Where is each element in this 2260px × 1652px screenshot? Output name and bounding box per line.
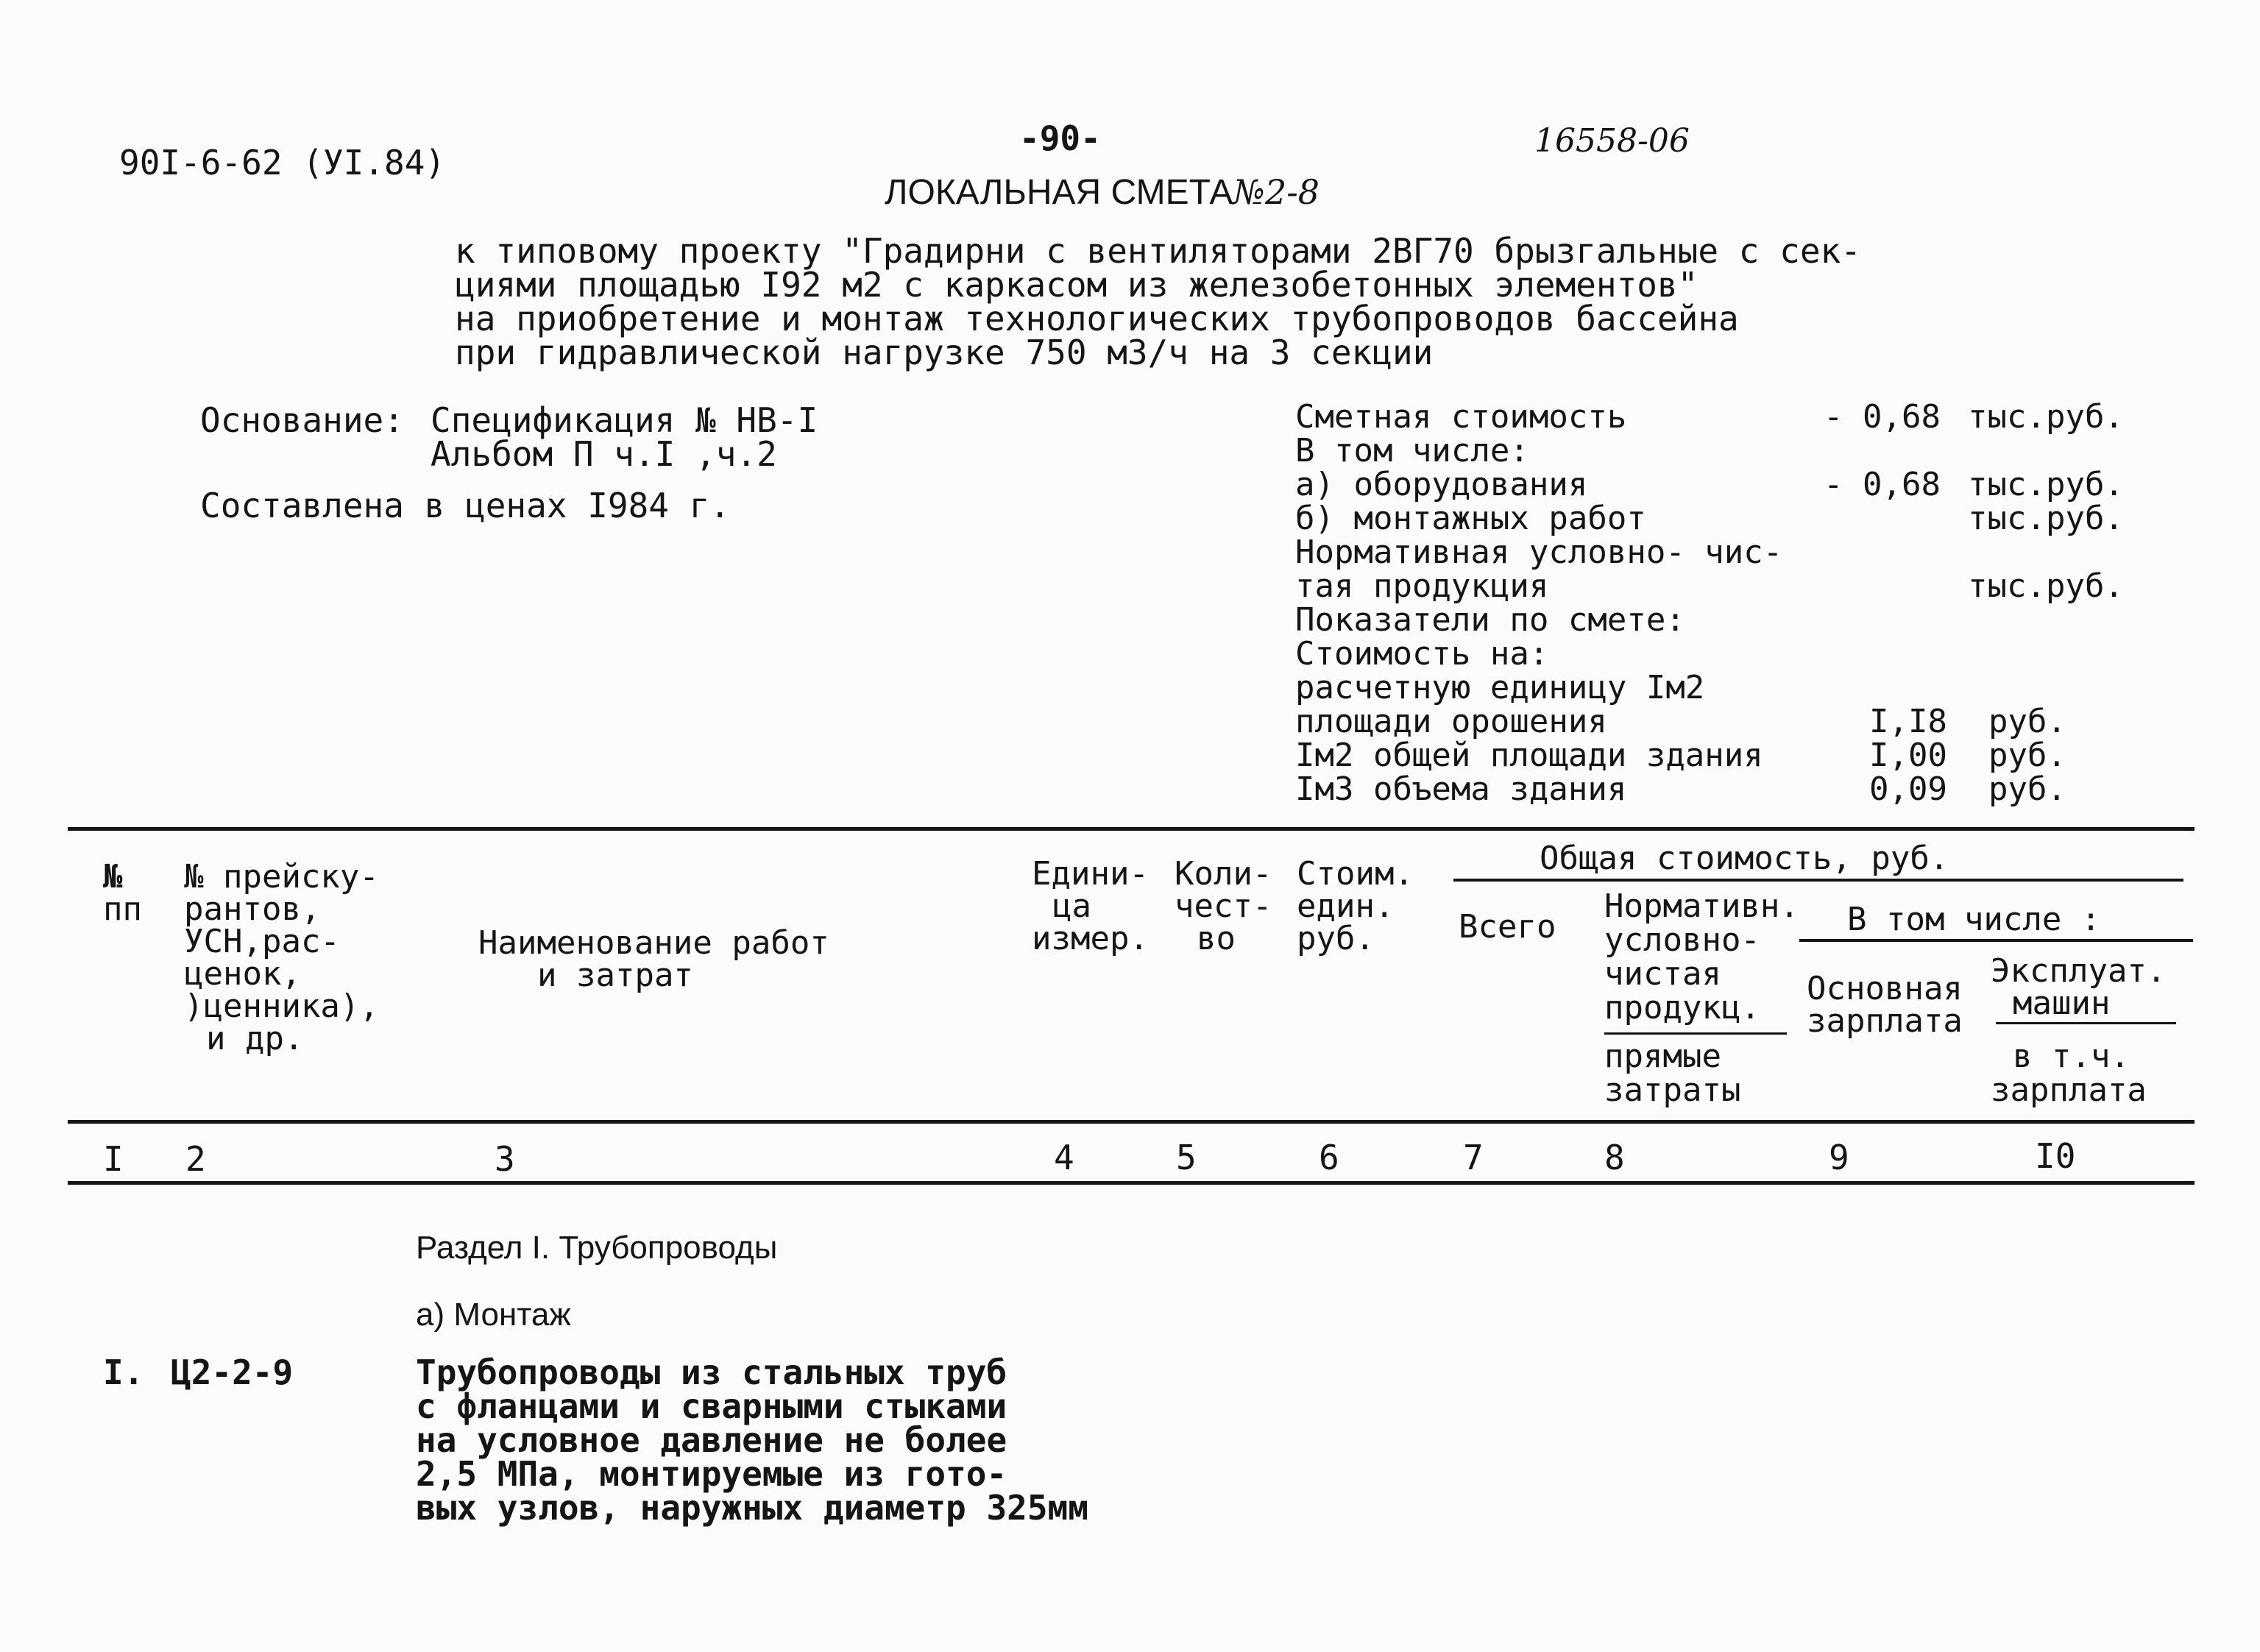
summary-label: а) оборудования [1295, 466, 1588, 503]
col-header-net-product: Нормативн. [1604, 887, 1799, 925]
incl-rule [1799, 939, 2193, 942]
summary-value: - 0,68 [1824, 466, 1941, 503]
subtitle-line: к типовому проекту "Градирни с вентиляторами 2ВГ70 брызгальные с сек- [455, 231, 1861, 271]
column-number: I [103, 1139, 124, 1179]
title-number: №2-8 [1233, 172, 1320, 212]
document-number: 16558-06 [1534, 122, 1690, 160]
subtitle-line: циями площадью I92 м2 с каркасом из железобетонных элементов" [455, 265, 1698, 305]
column-number: 5 [1176, 1138, 1197, 1177]
table-mid-rule [68, 1120, 2195, 1124]
column-number: 6 [1319, 1138, 1339, 1177]
col-header-unit-cost: руб. [1297, 920, 1375, 957]
summary-unit: тыс.руб. [1968, 500, 2124, 537]
col-header-net-product: условно- [1604, 921, 1760, 959]
prices-note: Составлена в ценах I984 г. [200, 486, 731, 525]
col-header-quantity: во [1197, 920, 1236, 957]
section-heading: Раздел I. Трубопроводы [416, 1230, 778, 1266]
row-pricelist-code: Ц2-2-9 [171, 1353, 294, 1392]
summary-label: расчетную единицу Iм2 [1295, 669, 1705, 706]
col-header-machine-salary: в т.ч. [2013, 1038, 2130, 1075]
table-top-rule [68, 827, 2195, 831]
col-header-net-product: чистая [1604, 955, 1721, 993]
col-header-direct-costs: прямые [1604, 1038, 1721, 1075]
column-number: 8 [1604, 1138, 1625, 1177]
col-header-base-salary: зарплата [1807, 1002, 1963, 1040]
col-header-base-salary: Основная [1807, 970, 1963, 1007]
summary-value: 0,09 [1869, 770, 1947, 808]
col-header-unit-cost: един. [1297, 887, 1395, 925]
col-header-pricelist: ценок, [184, 955, 301, 993]
row-name-line: Трубопроводы из стальных труб [416, 1353, 1007, 1392]
summary-label: Стоимость на: [1295, 635, 1549, 673]
col-header-name: Наименование работ [478, 924, 829, 962]
summary-label: Сметная стоимость [1295, 398, 1627, 436]
total-cost-rule [1453, 879, 2183, 882]
col8-underline [1604, 1032, 1787, 1035]
col-header-total-cost: Общая стоимость, руб. [1540, 840, 1949, 877]
table-bottom-rule [68, 1181, 2195, 1185]
summary-unit: тыс.руб. [1968, 466, 2124, 503]
column-number: 7 [1463, 1138, 1484, 1177]
summary-label: Нормативная условно- чис- [1295, 533, 1783, 571]
col-header-unit: ца [1052, 887, 1091, 925]
col-header-pricelist: УСН,рас- [184, 923, 340, 960]
col-header-unit-cost: Стоим. [1297, 855, 1414, 893]
column-number: 4 [1054, 1138, 1074, 1177]
summary-label: Iм3 объема здания [1295, 770, 1627, 808]
column-number: 2 [185, 1139, 206, 1179]
summary-unit: тыс.руб. [1968, 398, 2124, 436]
subtitle-line: при гидравлической нагрузке 750 м3/ч на 3 секции [455, 333, 1434, 372]
summary-label: б) монтажных работ [1295, 500, 1646, 537]
col-header-machine-salary: зарплата [1991, 1071, 2147, 1109]
page-number: -90- [1019, 118, 1101, 158]
col-header-net-product: продукц. [1604, 989, 1760, 1027]
col10-underline [1996, 1022, 2176, 1024]
row-name-line: с фланцами и сварными стыками [416, 1386, 1007, 1426]
col-header-pricelist: № прейску- [184, 858, 379, 896]
summary-unit: руб. [1988, 770, 2066, 808]
row-name-line: вых узлов, наружных диаметр 325мм [416, 1488, 1088, 1528]
summary-label: тая продукция [1295, 567, 1549, 605]
col-header-pricelist: и др. [206, 1020, 304, 1057]
col-header-quantity: Коли- [1175, 855, 1272, 893]
column-number: 9 [1829, 1138, 1849, 1177]
column-number: I0 [2035, 1136, 2076, 1176]
col-header-name: и затрат [537, 957, 693, 994]
summary-label: Показатели по смете: [1295, 601, 1685, 639]
col-header-unit: Едини- [1032, 855, 1149, 893]
summary-label: площади орошения [1295, 703, 1607, 740]
col-header-total: Всего [1459, 908, 1556, 946]
col-header-quantity: чест- [1175, 887, 1272, 925]
summary-label: В том числе: [1295, 432, 1529, 469]
col-header-unit: измер. [1032, 920, 1149, 957]
row-name-line: 2,5 МПа, монтируемые из гото- [416, 1454, 1007, 1494]
summary-unit: руб. [1988, 703, 2066, 740]
row-name-line: на условное давление не более [416, 1420, 1007, 1460]
document-title [885, 172, 1320, 212]
summary-unit: тыс.руб. [1968, 567, 2124, 605]
col-header-num: № [103, 858, 123, 896]
col-header-machines: машин [2013, 985, 2111, 1022]
col-header-direct-costs: затраты [1604, 1071, 1741, 1109]
col-header-including: В том числе : [1847, 901, 2101, 938]
basis-line-2: Альбом П ч.I ,ч.2 [431, 434, 777, 474]
summary-value: - 0,68 [1824, 398, 1941, 436]
document-code: 90I-6-62 (УI.84) [119, 143, 446, 182]
col-header-num: пп [103, 890, 142, 928]
col-header-machines: Эксплуат. [1991, 952, 2167, 990]
summary-value: I,00 [1869, 737, 1947, 774]
basis-label: Основание: [200, 400, 404, 440]
basis-line-1: Спецификация № НВ-I [431, 400, 818, 440]
subtitle-line: на приобретение и монтаж технологических трубопроводов бассейна [455, 299, 1739, 338]
summary-unit: руб. [1988, 737, 2066, 774]
subsection-heading: а) Монтаж [416, 1297, 571, 1333]
column-number: 3 [495, 1139, 515, 1179]
col-header-pricelist: )ценника), [184, 988, 379, 1025]
col-header-pricelist: рантов, [184, 890, 321, 928]
row-number: I. [103, 1353, 144, 1392]
summary-value: I,I8 [1869, 703, 1947, 740]
title-text: ЛОКАЛЬНАЯ СМЕТА [885, 173, 1233, 212]
summary-label: Iм2 общей площади здания [1295, 737, 1763, 774]
